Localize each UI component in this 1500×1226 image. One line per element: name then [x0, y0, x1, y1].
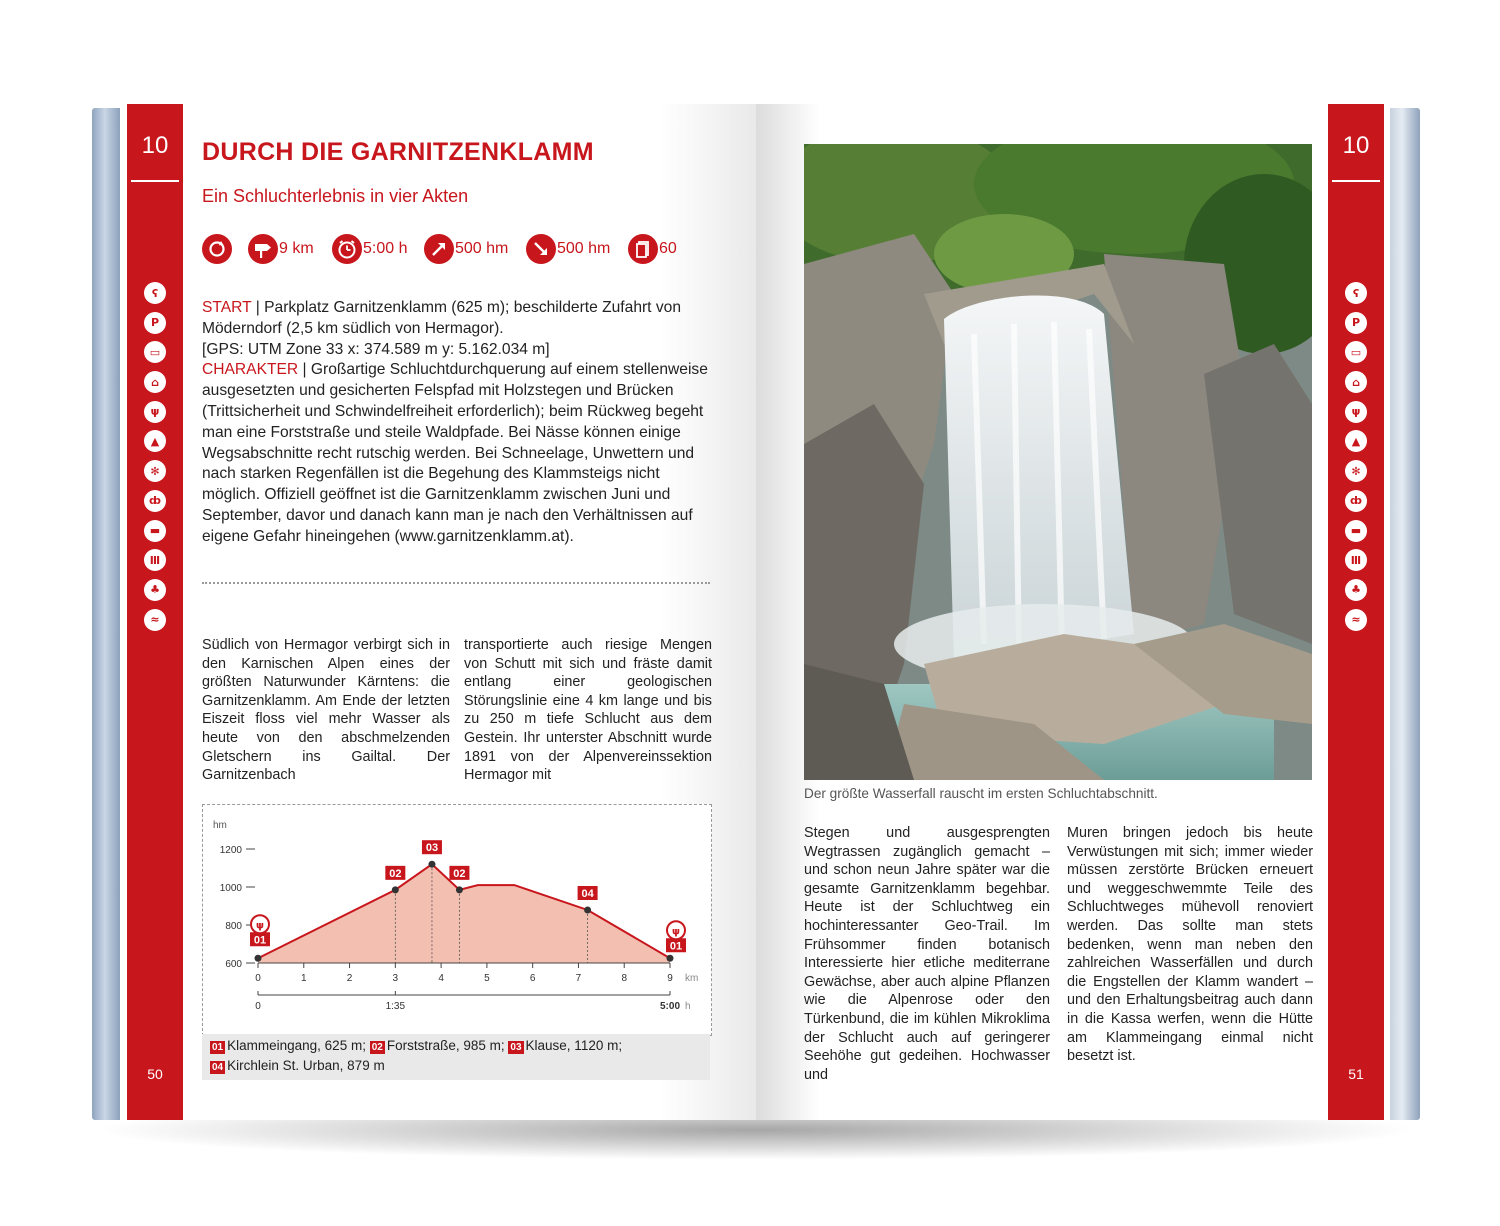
photo-caption: Der größte Wasserfall rauscht im ersten Schluchtabschnitt. — [804, 786, 1158, 801]
clock-icon — [332, 234, 362, 264]
category-icons-right — [1345, 282, 1367, 638]
body-column-2: transportierte auch riesige Mengen von Schutt mit sich und fräste damit entlang einer geologischen Störungslinie eine 4 km lange und bis zu 250 m tiefe Schlucht aus dem Gestein. Ihr unterster Abschnitt wurde 1891 von der Alpenvereinssektion Hermagor mit — [464, 637, 712, 784]
marker-point — [428, 861, 435, 868]
marker-label: 01 — [253, 934, 267, 947]
stat-pages — [628, 234, 677, 264]
cable-car-icon: ⌂ — [144, 371, 166, 393]
marker-point — [584, 906, 591, 913]
x-tick-label: 7 — [575, 973, 582, 984]
bear-icon: ʕ — [144, 282, 166, 304]
legend-tag-02: 02 — [371, 1042, 383, 1053]
stat-loop — [202, 234, 232, 264]
left-red-band — [127, 104, 183, 1120]
legend-tag-01: 01 — [212, 1042, 224, 1053]
tent-icon: ▲ — [144, 430, 166, 452]
dotted-divider — [202, 582, 710, 584]
tour-title: DURCH DIE GARNITZENKLAMM — [202, 138, 594, 166]
time-tick-label: 5:00 — [659, 1001, 681, 1012]
stat-descent-value: 500 hm — [557, 240, 611, 257]
stat-distance — [248, 234, 314, 264]
snowflake-icon: ✻ — [1345, 460, 1367, 482]
marker-label: 04 — [581, 887, 594, 900]
start-label: START — [202, 299, 252, 316]
snowflake-icon: ✻ — [144, 460, 166, 482]
museum-icon: Ⅲ — [1345, 549, 1367, 571]
x-tick-label: 5 — [484, 973, 490, 984]
swimming-icon: ≈ — [1345, 609, 1367, 631]
ascent-arrow-icon — [424, 234, 454, 264]
right-red-band — [1328, 104, 1384, 1120]
left-page — [120, 104, 756, 1120]
stat-descent — [526, 234, 610, 264]
stat-distance-value: 9 km — [279, 240, 314, 257]
stat-ascent-value: 500 hm — [455, 240, 509, 257]
page-number: 50 — [147, 1066, 163, 1082]
legend-text-03: Klause, 1120 m; — [525, 1038, 623, 1053]
x-tick-label: 2 — [346, 973, 353, 984]
band-divider — [131, 180, 179, 182]
x-axis-unit: km — [685, 973, 699, 984]
restaurant-icon-glyph: ψ — [256, 920, 264, 932]
distance-sign-icon — [248, 234, 278, 264]
time-tick-label: 1:35 — [385, 1001, 406, 1012]
y-tick-label: 1200 — [219, 845, 242, 856]
character-text: | Großartige Schluchtdurchquerung auf einem stellenweise ausgesetzten und gesicherten Felspfad mit Holzstegen und Brücken (Trittsicherheit und Schwindelfreiheit erforderlich); beim Rückweg begeht man eine Forststraße und steile Waldpfade. Bei Nässe können einige Wegsabschnitte recht rutschig werden. Bei Schneelage, Unwettern und nach starken Regenfällen ist die Begehung des Klammsteigs nicht möglich. Offiziell geöffnet ist die Garnitzenklamm zwischen Juni und September, davor und danach kann man je nach den Verhältnissen auf eigene Gefahr hineingehen (www.garnitzenklamm.at). — [202, 361, 708, 545]
bicycle-icon: ȸ — [144, 490, 166, 512]
museum-icon: Ⅲ — [144, 549, 166, 571]
legend-text-04: Kirchlein St. Urban, 879 m — [227, 1058, 385, 1073]
tree-icon: ♣ — [144, 579, 166, 601]
waterfall-image — [804, 144, 1312, 780]
character-label: CHARAKTER — [202, 361, 299, 379]
time-axis-unit: h — [685, 1001, 691, 1012]
tour-stats — [202, 234, 722, 266]
x-tick-label: 0 — [255, 973, 261, 984]
waterfall-photo — [804, 144, 1312, 780]
stat-ascent — [424, 234, 508, 264]
body-column-1: Südlich von Hermagor verbirgt sich in den Karnischen Alpen eines der größten Naturwunder Kärntens: die Garnitzenklamm. Am Ende der letzten Eiszeit floss viel mehr Wasser als heute von den abschmelzenden Gletschern ins Gailtal. Der Garnitzenbach — [202, 637, 450, 784]
legend-tag-04: 04 — [212, 1062, 224, 1073]
body-column-3: Stegen und ausgesprengten Wegtrassen zugänglich gemacht – und schon neun Jahre später war die gesamte Garnitzenklamm begehbar. Heute ist der Schluchtweg ein hochinteressanter Geo-Trail. Im Frühsommer finden botanisch Interessierte hier etliche mediterrane Gewächse, aber auch alpine Pflanzen wie die Alpenrose oder den Türkenbund, die im kühlen Mikroklima der Schlucht auch auf geringerer Seehöhe gut gedeihen. Hochwasser und — [804, 825, 1050, 1083]
restaurant-icon-glyph: ψ — [672, 926, 680, 938]
parking-icon: P — [1345, 312, 1367, 334]
bear-icon: ʕ — [1345, 282, 1367, 304]
right-page — [756, 104, 1390, 1120]
time-tick-label: 0 — [255, 1001, 261, 1012]
elevation-profile — [202, 804, 712, 1036]
bed-icon: ▬ — [144, 520, 166, 542]
start-text: | Parkplatz Garnitzenklamm (625 m); beschilderte Zufahrt von Möderndorf (2,5 km südlich von Hermagor). — [202, 299, 681, 337]
stat-duration-value: 5:00 h — [363, 240, 408, 257]
category-icons — [144, 282, 166, 638]
tour-info — [202, 298, 712, 548]
restaurant-icon: ψ — [1345, 401, 1367, 423]
x-tick-label: 8 — [621, 973, 628, 984]
restaurant-icon: ψ — [144, 401, 166, 423]
profile-legend — [202, 1034, 710, 1080]
parking-icon: P — [144, 312, 166, 334]
marker-label: 01 — [669, 940, 683, 953]
bus-icon: ▭ — [1345, 341, 1367, 363]
marker-point — [667, 955, 674, 962]
tour-subtitle: Ein Schluchterlebnis in vier Akten — [202, 186, 469, 206]
bicycle-icon: ȸ — [1345, 490, 1367, 512]
elevation-profile-chart — [203, 805, 711, 1035]
x-tick-label: 6 — [529, 973, 536, 984]
x-tick-label: 9 — [667, 973, 673, 984]
marker-point — [456, 886, 463, 893]
loop-icon — [202, 234, 232, 264]
stat-duration — [332, 234, 407, 264]
swimming-icon: ≈ — [144, 609, 166, 631]
tour-number: 10 — [141, 132, 169, 159]
stat-pages-value: 60 — [659, 240, 677, 257]
marker-point — [255, 955, 262, 962]
marker-label: 02 — [389, 867, 402, 880]
cable-car-icon: ⌂ — [1345, 371, 1367, 393]
y-tick-label: 800 — [225, 921, 242, 932]
tent-icon: ▲ — [1345, 430, 1367, 452]
x-tick-label: 4 — [438, 973, 444, 984]
y-tick-label: 600 — [225, 959, 242, 970]
gps-text: [GPS: UTM Zone 33 x: 374.589 m y: 5.162.034 m] — [202, 340, 550, 358]
tour-number-right: 10 — [1342, 132, 1370, 159]
legend-tag-03: 03 — [510, 1042, 522, 1053]
bed-icon: ▬ — [1345, 520, 1367, 542]
x-tick-label: 1 — [300, 973, 307, 984]
legend-text-02: Forststraße, 985 m; — [386, 1038, 505, 1053]
y-tick-label: 1000 — [219, 883, 242, 894]
bus-icon: ▭ — [144, 341, 166, 363]
legend-text-01: Klammeingang, 625 m; — [227, 1038, 366, 1053]
book-pages-icon — [628, 234, 658, 264]
body-column-4: Muren bringen jedoch bis heute Verwüstungen mit sich; immer wieder müssen zerstörte Brücken erneuert und weggeschwemmte Teile des Schluchtweges mühevoll renoviert werden. Das sollte man stets bedenken, wenn man neben den zahlreichen Wasserfällen und durch die Engstellen der Klamm wandert – und den Erhaltungsbeitrag auch dann in die Kassa werfen, wenn die Hütte am Klammeingang einmal nicht besetzt ist. — [1067, 825, 1313, 1065]
band-divider-right — [1332, 180, 1380, 182]
marker-point — [392, 886, 399, 893]
y-axis-unit: hm — [213, 820, 227, 831]
x-tick-label: 3 — [392, 973, 399, 984]
descent-arrow-icon — [526, 234, 556, 264]
tree-icon: ♣ — [1345, 579, 1367, 601]
page-number-right: 51 — [1348, 1066, 1364, 1082]
marker-label: 03 — [425, 842, 439, 855]
marker-label: 02 — [453, 867, 466, 880]
